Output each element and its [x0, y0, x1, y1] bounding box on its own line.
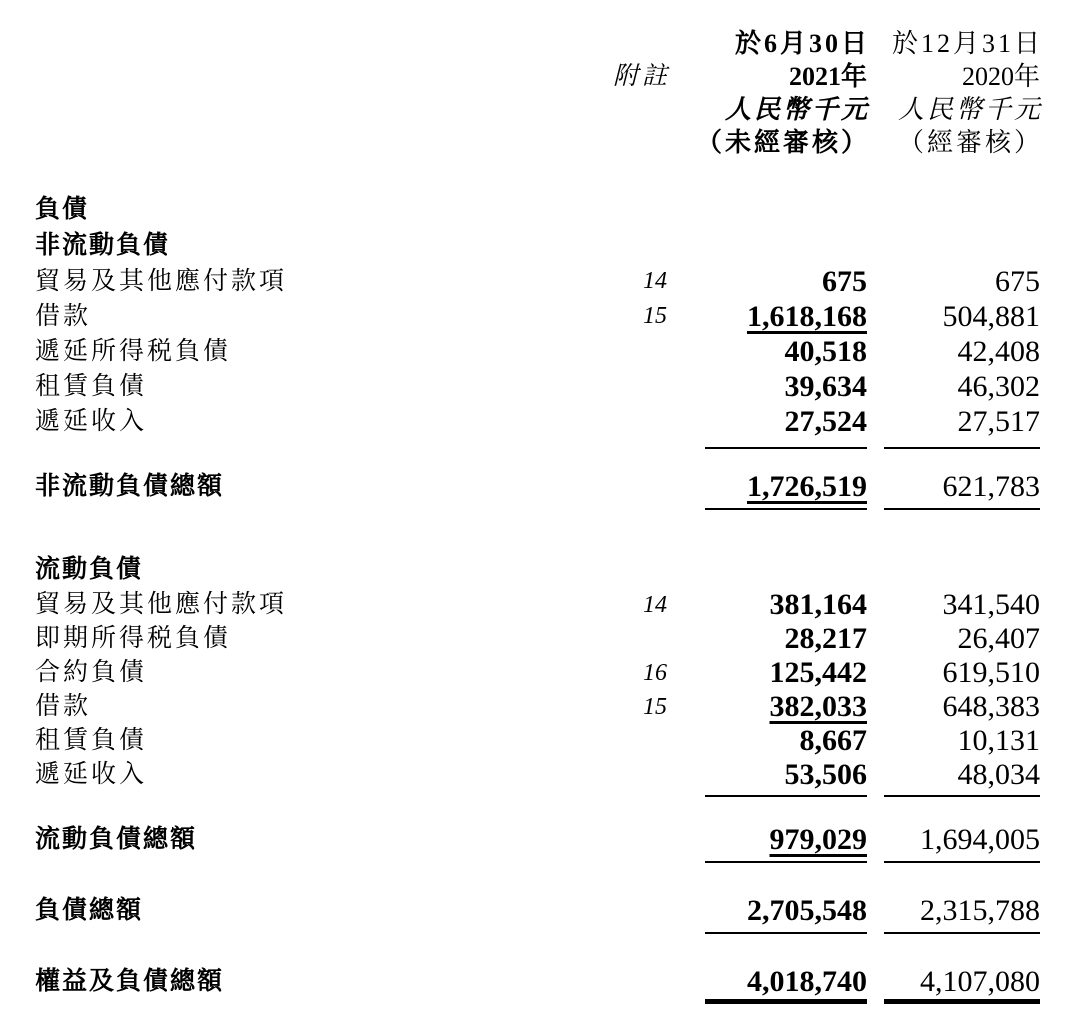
rule-2020: [884, 932, 1040, 934]
header-unit-row: [35, 93, 1043, 126]
col-2020-year: 2020年: [961, 62, 1040, 91]
statement-row: [35, 264, 1040, 299]
header-spacer: [587, 93, 667, 126]
rule-2020-cell: [867, 928, 1040, 950]
row-label: 合約負債: [35, 659, 148, 686]
note-ref: 14: [643, 592, 667, 618]
rule-2021-cell: [667, 504, 867, 526]
col-2021-year-cell: [667, 60, 867, 93]
value-2021-cell: [667, 299, 867, 334]
value-2021: 381,164: [769, 588, 867, 621]
value-2021: 53,506: [784, 758, 867, 791]
rule-2020-cell: [867, 439, 1040, 461]
header-spacer: [587, 27, 667, 60]
value-2020-cell: [867, 893, 1040, 928]
value-2020: 46,302: [957, 370, 1040, 403]
row-label: 租賃負債: [35, 727, 148, 754]
header-spacer: [35, 93, 587, 126]
col-2021-audit-status: （未經審核）: [695, 128, 870, 157]
note-ref: [587, 334, 667, 369]
statement-rows: [35, 192, 1040, 1021]
value-2020: 504,881: [942, 300, 1040, 333]
value-2020-cell: [867, 299, 1040, 334]
statement-row: [35, 369, 1040, 404]
value-2020-cell: [867, 656, 1040, 690]
rule-spacer: [35, 792, 587, 814]
section-heading-row: [35, 228, 1040, 264]
rule-2020-cell: [867, 999, 1040, 1021]
col-2021-unit: 人民幣千元: [724, 95, 870, 124]
col-2020-audit-status: （經審核）: [897, 128, 1043, 157]
statement-row: [35, 334, 1040, 369]
header-spacer: [35, 60, 587, 93]
note-ref: [587, 893, 667, 928]
header-spacer: [587, 126, 667, 159]
col-2021-audit-cell: [667, 126, 870, 159]
value-2020-cell: [867, 334, 1040, 369]
header-audit-row: [35, 126, 1043, 159]
rule-2020-cell: [867, 792, 1040, 814]
rule-spacer: [35, 928, 587, 950]
header-spacer: [35, 126, 587, 159]
note-ref: [587, 758, 667, 792]
statement-row: [35, 588, 1040, 622]
rule-spacer: [587, 999, 667, 1021]
value-2021-cell: [667, 893, 867, 928]
rule-2021: [705, 861, 867, 863]
note-ref: 16: [643, 660, 667, 686]
statement-row: [35, 404, 1040, 439]
column-rule-row: [35, 504, 1040, 526]
rule-spacer: [587, 792, 667, 814]
note-ref: 15: [643, 694, 667, 720]
value-2020: 341,540: [942, 588, 1040, 621]
notes-column-header: 附註: [612, 63, 671, 90]
col-2020-date: 於12月31日: [891, 29, 1043, 58]
value-2021: 40,518: [784, 335, 867, 368]
value-2020: 10,131: [957, 724, 1040, 757]
rule-2020: [884, 447, 1040, 449]
total-row: [35, 964, 1040, 999]
section-heading-row: [35, 192, 1040, 228]
col-2020-date-cell: [867, 27, 1043, 60]
value-2020-cell: [867, 964, 1040, 999]
value-2021-cell: [667, 622, 867, 656]
rule-spacer: [587, 504, 667, 526]
value-2020: 4,107,080: [920, 965, 1040, 998]
value-2021: 382,033: [769, 690, 867, 723]
note-ref: [587, 552, 667, 588]
value-2021: 39,634: [784, 370, 867, 403]
value-2020: 2,315,788: [920, 894, 1040, 927]
value-2021-cell: [667, 369, 867, 404]
value-2021-cell: [667, 724, 867, 758]
row-label: 非流動負債總額: [35, 473, 225, 500]
rule-2021-cell: [667, 857, 867, 879]
value-2020-cell: [867, 690, 1040, 724]
rule-2021: [705, 508, 867, 510]
rule-2020: [884, 999, 1040, 1004]
header-spacer: [35, 27, 587, 60]
value-2021-cell: [667, 469, 867, 504]
row-label: 即期所得税負債: [35, 625, 232, 652]
column-rule-row: [35, 792, 1040, 814]
value-2020-cell: [867, 758, 1040, 792]
value-2021: 979,029: [769, 823, 867, 856]
value-2020: 619,510: [942, 656, 1040, 689]
value-2020: 48,034: [957, 758, 1040, 791]
note-ref: 14: [643, 268, 667, 294]
header-date-row: [35, 27, 1043, 60]
rule-2021-cell: [667, 792, 867, 814]
section-heading-row: [35, 552, 1040, 588]
value-2021: 27,524: [784, 405, 867, 438]
column-rule-row: [35, 857, 1040, 879]
rule-spacer: [587, 439, 667, 461]
total-row: [35, 822, 1040, 857]
row-label: 貿易及其他應付款項: [35, 591, 288, 618]
row-label: 負債總額: [35, 897, 144, 924]
value-2021-cell: [667, 228, 867, 264]
value-2021-cell: [667, 656, 867, 690]
col-2020-audit-cell: [867, 126, 1043, 159]
note-ref: [587, 404, 667, 439]
value-2020: 27,517: [957, 405, 1040, 438]
value-2020-cell: [867, 588, 1040, 622]
rule-2020: [884, 861, 1040, 863]
value-2021: 2,705,548: [747, 894, 867, 927]
rule-spacer: [35, 439, 587, 461]
col-2021-unit-cell: [667, 93, 870, 126]
row-label: 借款: [35, 303, 92, 330]
row-label: 遞延所得税負債: [35, 338, 232, 365]
header-year-row: [35, 60, 1040, 93]
value-2021: 28,217: [784, 622, 867, 655]
rule-spacer: [35, 999, 587, 1021]
rule-2020-cell: [867, 857, 1040, 879]
note-ref: [587, 469, 667, 504]
note-ref: [587, 369, 667, 404]
rule-spacer: [587, 857, 667, 879]
value-2021-cell: [667, 264, 867, 299]
row-label: 借款: [35, 693, 92, 720]
statement-row: [35, 622, 1040, 656]
rule-2021: [705, 795, 867, 797]
value-2021-cell: [667, 404, 867, 439]
value-2020: 621,783: [942, 470, 1040, 503]
value-2021-cell: [667, 588, 867, 622]
total-row: [35, 469, 1040, 504]
value-2020-cell: [867, 552, 1040, 588]
value-2021-cell: [667, 192, 867, 228]
value-2021-cell: [667, 964, 867, 999]
rule-2021-cell: [667, 928, 867, 950]
value-2021-cell: [667, 552, 867, 588]
col-2020-unit: 人民幣千元: [897, 95, 1043, 124]
col-2020-year-cell: [867, 60, 1040, 93]
row-label: 貿易及其他應付款項: [35, 268, 288, 295]
value-2021-cell: [667, 758, 867, 792]
value-2020-cell: [867, 369, 1040, 404]
row-label: 遞延收入: [35, 408, 148, 435]
value-2020-cell: [867, 622, 1040, 656]
statement-row: [35, 656, 1040, 690]
rule-spacer: [35, 504, 587, 526]
statement-row: [35, 299, 1040, 334]
note-ref: 15: [643, 303, 667, 329]
row-label: 權益及負債總額: [35, 968, 225, 995]
row-label: 流動負債: [35, 556, 144, 583]
value-2020-cell: [867, 228, 1040, 264]
col-2021-date-cell: [667, 27, 870, 60]
rule-2021: [705, 999, 867, 1004]
statement-row: [35, 724, 1040, 758]
value-2020-cell: [867, 264, 1040, 299]
value-2021: 1,726,519: [747, 470, 867, 503]
row-label: 租賃負債: [35, 373, 148, 400]
notes-column-header-cell: [587, 60, 671, 93]
col-2021-date: 於6月30日: [734, 29, 870, 58]
value-2020: 675: [995, 265, 1040, 298]
note-ref: [587, 228, 667, 264]
rule-2021: [705, 447, 867, 449]
value-2020: 648,383: [942, 690, 1040, 723]
note-ref: [587, 964, 667, 999]
value-2020-cell: [867, 192, 1040, 228]
rule-2021: [705, 932, 867, 934]
value-2021: 125,442: [769, 656, 867, 689]
statement-row: [35, 690, 1040, 724]
rule-2020: [884, 508, 1040, 510]
value-2021-cell: [667, 822, 867, 857]
table-header: [35, 27, 1043, 159]
column-rule-row: [35, 439, 1040, 461]
value-2021-cell: [667, 334, 867, 369]
statement-row: [35, 758, 1040, 792]
rule-2020-cell: [867, 504, 1040, 526]
value-2020: 26,407: [957, 622, 1040, 655]
value-2021: 675: [822, 265, 867, 298]
total-row: [35, 893, 1040, 928]
closing-double-rule-row: [35, 999, 1040, 1021]
value-2021-cell: [667, 690, 867, 724]
rule-spacer: [587, 928, 667, 950]
value-2021: 8,667: [799, 724, 867, 757]
value-2020-cell: [867, 404, 1040, 439]
rule-2020: [884, 795, 1040, 797]
value-2020-cell: [867, 724, 1040, 758]
value-2020-cell: [867, 469, 1040, 504]
rule-2021-cell: [667, 999, 867, 1021]
value-2021: 4,018,740: [747, 965, 867, 998]
note-ref: [587, 622, 667, 656]
rule-2021-cell: [667, 439, 867, 461]
row-label: 流動負債總額: [35, 826, 198, 853]
row-label: 遞延收入: [35, 761, 148, 788]
note-ref: [587, 822, 667, 857]
col-2021-year: 2021年: [788, 62, 867, 91]
col-2020-unit-cell: [867, 93, 1043, 126]
value-2021: 1,618,168: [747, 300, 867, 333]
value-2020: 42,408: [957, 335, 1040, 368]
column-rule-row: [35, 928, 1040, 950]
row-label: 負債: [35, 196, 90, 223]
value-2020-cell: [867, 822, 1040, 857]
rule-spacer: [35, 857, 587, 879]
note-ref: [587, 192, 667, 228]
value-2020: 1,694,005: [920, 823, 1040, 856]
row-label: 非流動負債: [35, 232, 171, 259]
note-ref: [587, 724, 667, 758]
